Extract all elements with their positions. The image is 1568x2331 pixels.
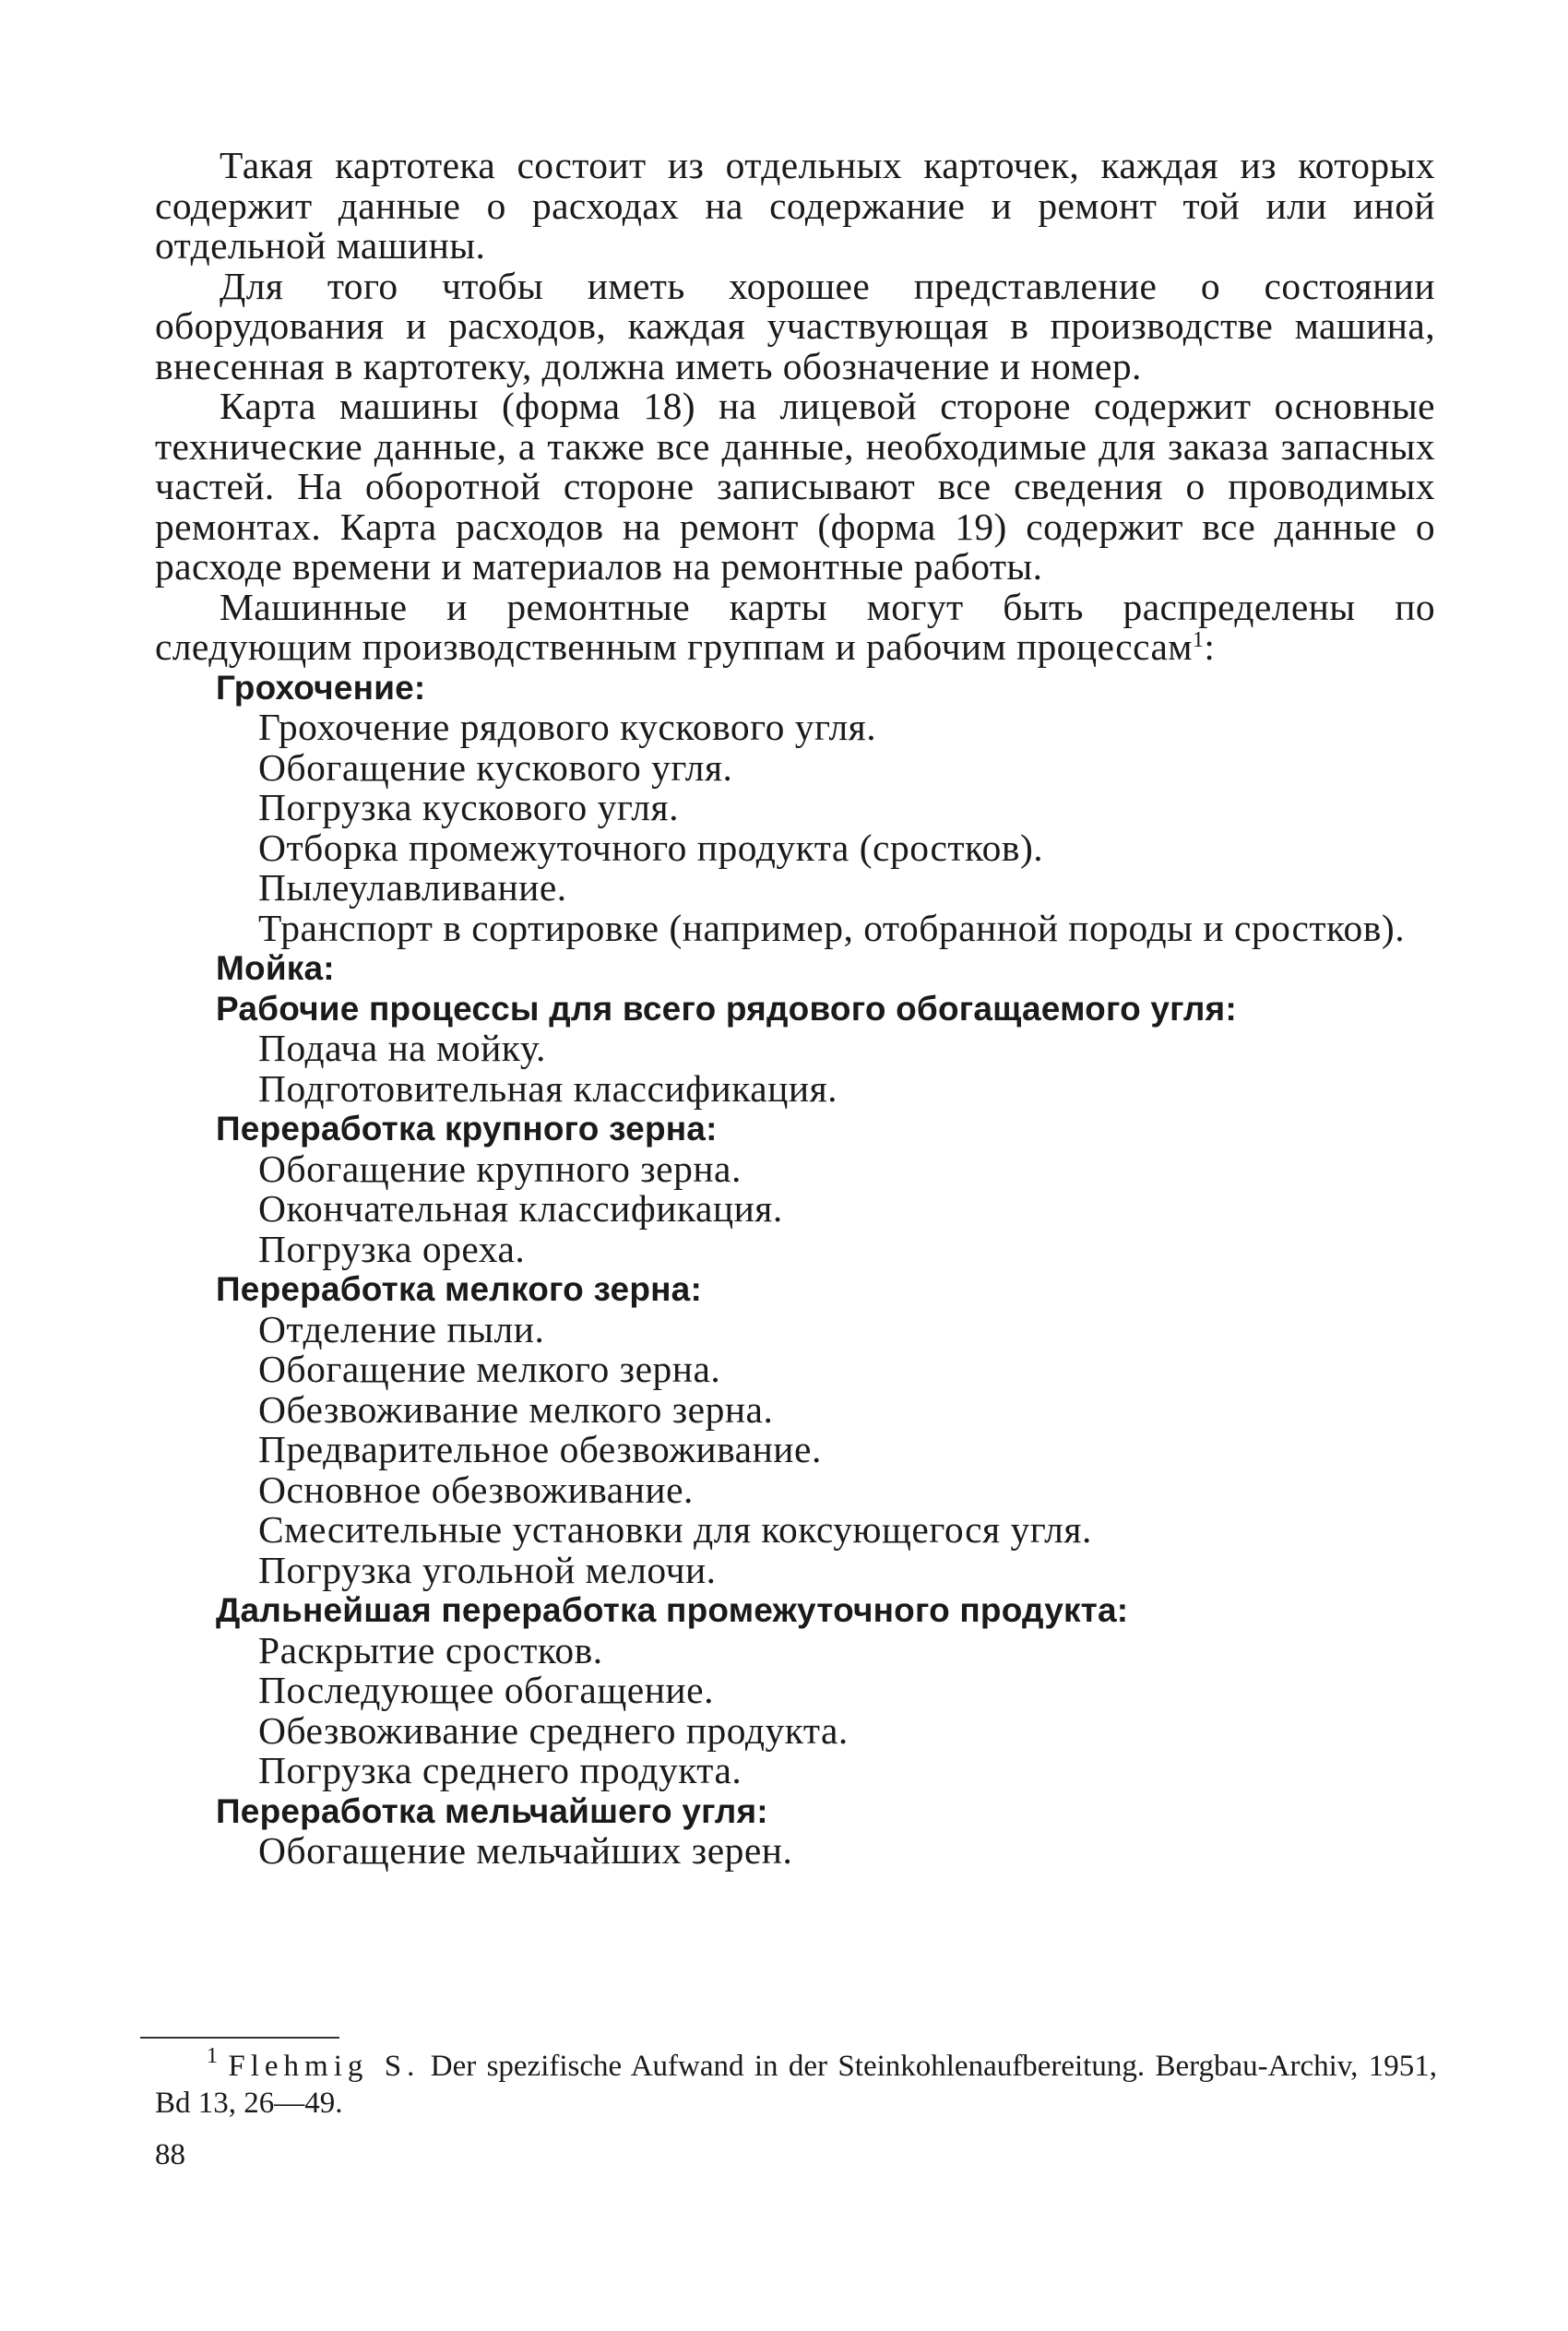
paragraph-distribution [155, 585, 1435, 668]
footnote [155, 2044, 1438, 2122]
footnote-divider [140, 2037, 339, 2039]
list-item: Предварительное обезвоживание. [258, 1428, 822, 1470]
subsection-heading: Дальнейшая переработка промежуточного продукта: [216, 1591, 1129, 1629]
page-number: 88 [155, 2138, 185, 2171]
list-item: Погрузка угольной мелочи. [258, 1548, 717, 1591]
page-body [155, 146, 1435, 1872]
subsection-heading: Рабочие процессы для всего рядового обогащаемого угля: [216, 989, 1237, 1028]
subsection-heading: Переработка мелкого зерна: [216, 1270, 702, 1308]
group-heading-screening: Грохочение: [216, 668, 426, 707]
paragraph-card-file: Такая картотека состоит из отдельных карточек, каждая из которых содержит данные о расходах на содержание и ремонт той или иной отдельной машины. [155, 144, 1435, 267]
list-item: Погрузка ореха. [258, 1227, 526, 1270]
list-item: Грохочение рядового кускового угля. [258, 706, 877, 748]
paragraph-machine-card: Карта машины (форма 18) на лицевой стороне содержит основные технические данные, а также все данные, необходимые для заказа запасных частей. На оборотной стороне записывают все сведения о проводимых ремонтах. Карта расходов на ремонт (форма 19) содержит все данные о расходе времени и материалов на ремонтные работы. [155, 385, 1435, 588]
list-item: Раскрытие сростков. [258, 1628, 603, 1671]
footnote-author: Flehmig S. [228, 2050, 421, 2083]
list-item: Последующее обогащение. [258, 1669, 714, 1711]
list-item: Обогащение мельчайших зерен. [258, 1829, 793, 1872]
list-item: Обезвоживание среднего продукта. [258, 1708, 849, 1752]
process-outline [155, 668, 1435, 1872]
list-item: Смесительные установки для коксующегося угля. [258, 1508, 1092, 1551]
list-item: Обогащение кускового угля. [258, 745, 733, 789]
list-item: Подготовительная классификация. [258, 1066, 838, 1110]
subsection-heading: Переработка мельчайшего угля: [216, 1791, 768, 1830]
list-item: Обезвоживание мелкого зерна. [258, 1387, 774, 1431]
paragraph-distribution-text: Машинные и ремонтные карты могут быть распределены по следующим производственным группам и рабочим процессам [155, 585, 1435, 668]
footnote-reference: 1 [1192, 628, 1205, 652]
list-item: Обогащение крупного зерна. [258, 1147, 742, 1190]
paragraph-distribution-colon: : [1204, 625, 1216, 668]
list-item: Основное обезвоживание. [258, 1468, 694, 1511]
footnote-marker: 1 [207, 2044, 218, 2068]
list-item: Погрузка среднего продукта. [258, 1749, 742, 1791]
paragraph-designation: Для того чтобы иметь хорошее представление о состоянии оборудования и расходов, каждая участвующая в производстве машина, внесенная в картотеку, должна иметь обозначение и номер. [155, 264, 1435, 387]
footnote-text: Der spezifische Aufwand in der Steinkohlenaufbereitung. Bergbau-Archiv, 1951, Bd 13, 26—49. [155, 2050, 1438, 2120]
list-item: Пылеулавливание. [258, 866, 567, 909]
list-item: Отделение пыли. [258, 1307, 545, 1350]
list-item: Окончательная классификация. [258, 1187, 783, 1230]
list-item: Подача на мойку. [258, 1027, 546, 1069]
subsection-heading: Переработка крупного зерна: [216, 1110, 718, 1148]
group-heading-washing: Мойка: [216, 949, 335, 987]
list-item: Отборка промежуточного продукта (сростков). [258, 826, 1044, 869]
list-item: Погрузка кускового угля. [258, 786, 679, 828]
list-item: Транспорт в сортировке (например, отобранной породы и сростков). [258, 906, 1406, 949]
list-item: Обогащение мелкого зерна. [258, 1348, 721, 1390]
